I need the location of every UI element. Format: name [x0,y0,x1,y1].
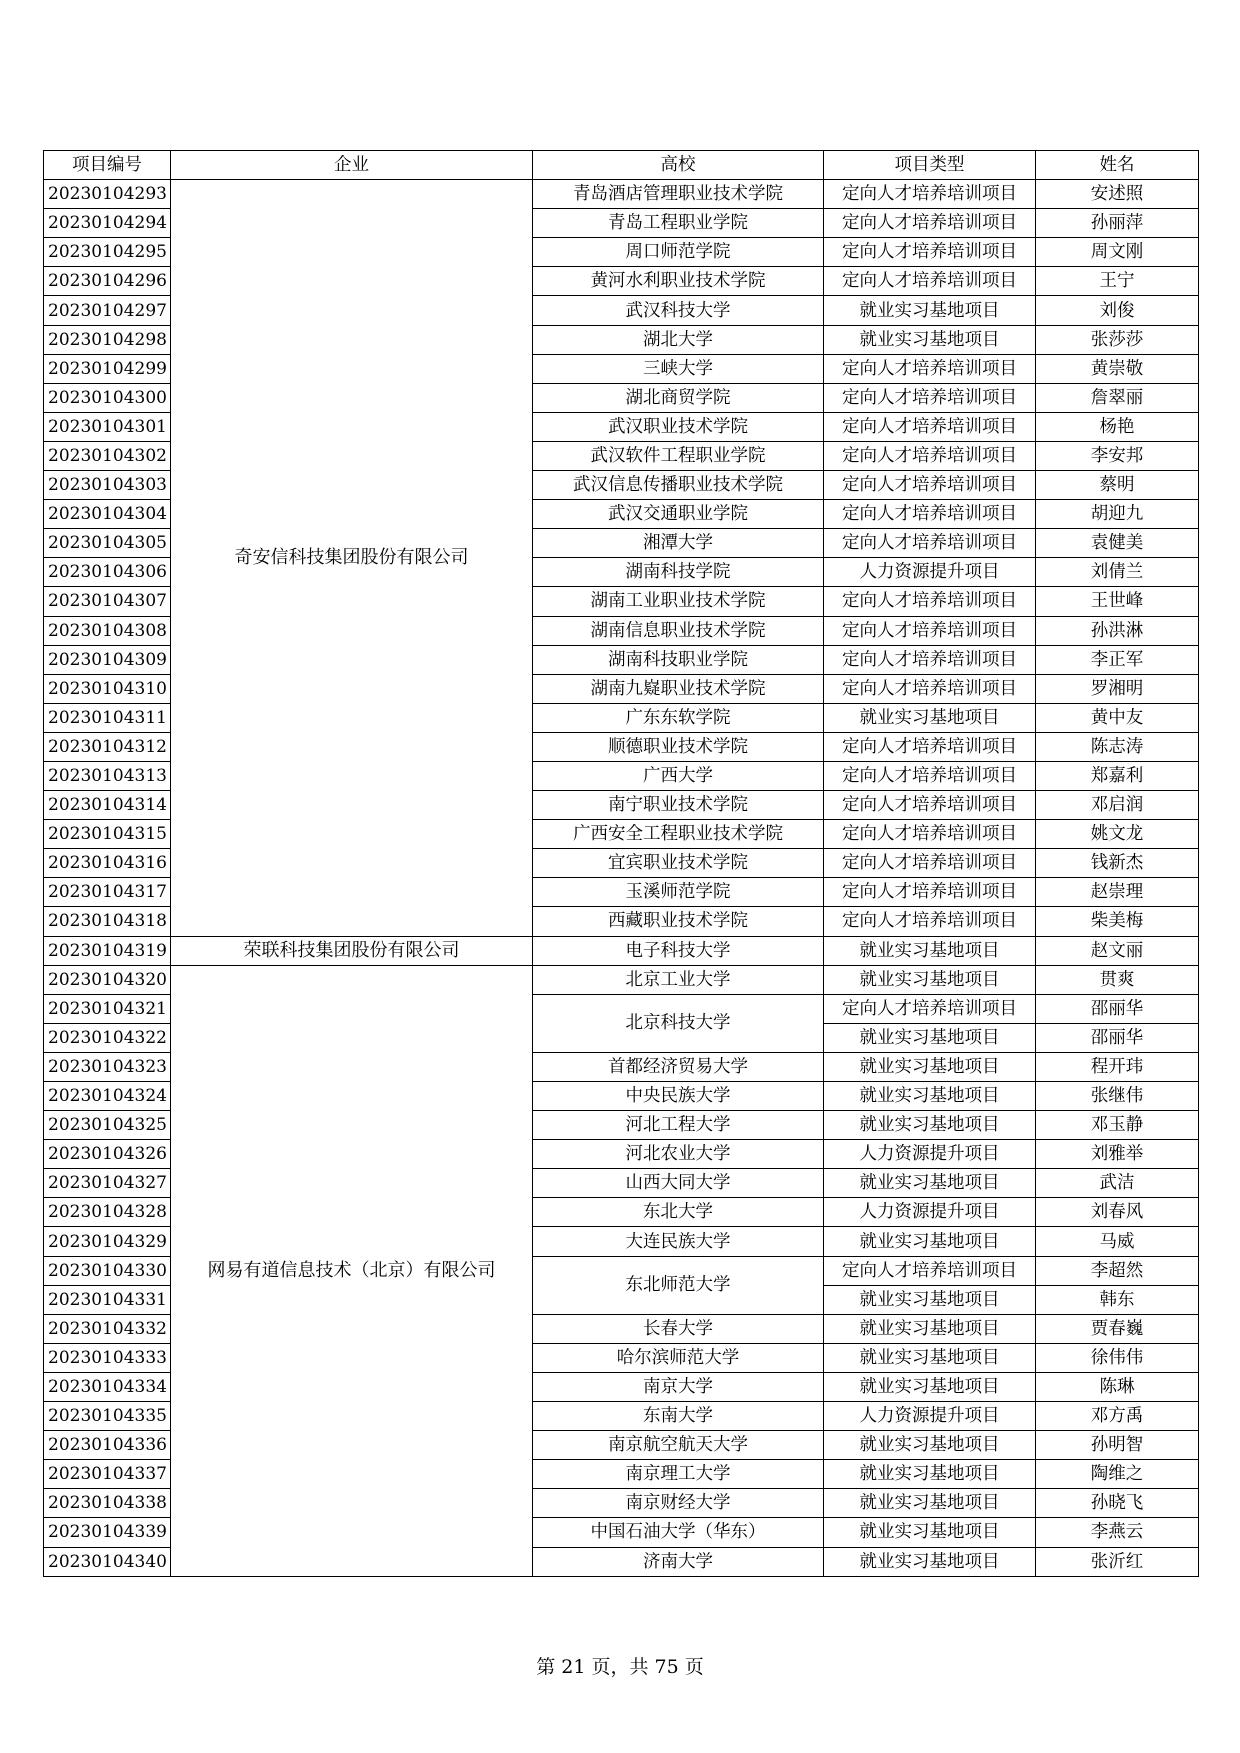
person-name-cell: 邵丽华 [1036,1023,1199,1052]
project-id-cell: 20230104313 [44,761,171,790]
person-name-cell: 钱新杰 [1036,849,1199,878]
project-type-cell: 就业实习基地项目 [824,1227,1036,1256]
person-name-cell: 陈志涛 [1036,732,1199,761]
school-cell: 湖南科技职业学院 [533,645,824,674]
table-row [44,180,1199,209]
school-cell: 南京航空航天大学 [533,1431,824,1460]
project-id-cell: 20230104327 [44,1169,171,1198]
project-type-cell: 定向人才培养培训项目 [824,529,1036,558]
project-id-cell: 20230104298 [44,325,171,354]
school-cell: 中国石油大学（华东） [533,1518,824,1547]
school-cell: 南京理工大学 [533,1460,824,1489]
person-name-cell: 赵文丽 [1036,936,1199,965]
project-id-cell: 20230104293 [44,180,171,209]
school-cell: 湖北大学 [533,325,824,354]
project-id-cell: 20230104294 [44,209,171,238]
person-name-cell: 王世峰 [1036,587,1199,616]
person-name-cell: 袁健美 [1036,529,1199,558]
project-type-cell: 人力资源提升项目 [824,1402,1036,1431]
person-name-cell: 刘俊 [1036,296,1199,325]
project-id-cell: 20230104339 [44,1518,171,1547]
person-name-cell: 黄中友 [1036,703,1199,732]
project-id-cell: 20230104310 [44,674,171,703]
school-cell: 青岛酒店管理职业技术学院 [533,180,824,209]
person-name-cell: 刘春风 [1036,1198,1199,1227]
project-id-cell: 20230104331 [44,1285,171,1314]
school-cell: 湖南信息职业技术学院 [533,616,824,645]
school-cell: 广西安全工程职业技术学院 [533,820,824,849]
person-name-cell: 杨艳 [1036,412,1199,441]
project-id-cell: 20230104321 [44,994,171,1023]
project-id-cell: 20230104305 [44,529,171,558]
school-cell: 周口师范学院 [533,238,824,267]
project-type-cell: 就业实习基地项目 [824,325,1036,354]
project-id-cell: 20230104301 [44,412,171,441]
person-name-cell: 韩东 [1036,1285,1199,1314]
school-cell: 玉溪师范学院 [533,878,824,907]
school-cell: 湖南工业职业技术学院 [533,587,824,616]
person-name-cell: 贯爽 [1036,965,1199,994]
school-cell: 河北农业大学 [533,1140,824,1169]
project-type-cell: 就业实习基地项目 [824,703,1036,732]
project-id-cell: 20230104311 [44,703,171,732]
project-type-cell: 定向人才培养培训项目 [824,674,1036,703]
project-type-cell: 定向人才培养培训项目 [824,238,1036,267]
project-id-cell: 20230104297 [44,296,171,325]
project-type-cell: 就业实习基地项目 [824,1052,1036,1081]
school-cell: 黄河水利职业技术学院 [533,267,824,296]
project-type-cell: 定向人才培养培训项目 [824,994,1036,1023]
project-type-cell: 定向人才培养培训项目 [824,180,1036,209]
person-name-cell: 王宁 [1036,267,1199,296]
table-row [44,936,1199,965]
project-id-cell: 20230104306 [44,558,171,587]
project-id-cell: 20230104322 [44,1023,171,1052]
project-id-cell: 20230104308 [44,616,171,645]
project-type-cell: 定向人才培养培训项目 [824,267,1036,296]
project-type-cell: 就业实习基地项目 [824,1372,1036,1401]
project-type-cell: 定向人才培养培训项目 [824,471,1036,500]
project-id-cell: 20230104335 [44,1402,171,1431]
project-id-cell: 20230104319 [44,936,171,965]
project-id-cell: 20230104295 [44,238,171,267]
person-name-cell: 徐伟伟 [1036,1343,1199,1372]
school-cell: 湖南科技学院 [533,558,824,587]
project-id-cell: 20230104337 [44,1460,171,1489]
school-cell: 山西大同大学 [533,1169,824,1198]
project-type-cell: 定向人才培养培训项目 [824,383,1036,412]
project-id-cell: 20230104312 [44,732,171,761]
person-name-cell: 姚文龙 [1036,820,1199,849]
school-cell: 武汉交通职业学院 [533,500,824,529]
project-type-cell: 定向人才培养培训项目 [824,849,1036,878]
project-id-cell: 20230104317 [44,878,171,907]
project-id-cell: 20230104330 [44,1256,171,1285]
person-name-cell: 赵崇理 [1036,878,1199,907]
person-name-cell: 武洁 [1036,1169,1199,1198]
project-id-cell: 20230104307 [44,587,171,616]
project-type-cell: 定向人才培养培训项目 [824,907,1036,936]
project-type-cell: 就业实习基地项目 [824,1460,1036,1489]
school-cell: 顺德职业技术学院 [533,732,824,761]
project-id-cell: 20230104318 [44,907,171,936]
project-id-cell: 20230104338 [44,1489,171,1518]
school-cell: 武汉软件工程职业学院 [533,441,824,470]
project-type-cell: 定向人才培养培训项目 [824,1256,1036,1285]
school-cell: 湘潭大学 [533,529,824,558]
header-project-type: 项目类型 [824,151,1036,180]
project-type-cell: 就业实习基地项目 [824,1111,1036,1140]
school-cell: 东南大学 [533,1402,824,1431]
school-cell: 西藏职业技术学院 [533,907,824,936]
project-type-cell: 定向人才培养培训项目 [824,412,1036,441]
school-cell: 南宁职业技术学院 [533,791,824,820]
school-cell: 长春大学 [533,1314,824,1343]
header-row [44,151,1199,180]
person-name-cell: 郑嘉利 [1036,761,1199,790]
school-cell: 青岛工程职业学院 [533,209,824,238]
person-name-cell: 刘倩兰 [1036,558,1199,587]
project-type-cell: 定向人才培养培训项目 [824,878,1036,907]
project-id-cell: 20230104302 [44,441,171,470]
project-type-cell: 就业实习基地项目 [824,1489,1036,1518]
project-id-cell: 20230104303 [44,471,171,500]
school-cell: 电子科技大学 [533,936,824,965]
project-type-cell: 就业实习基地项目 [824,1431,1036,1460]
header-school: 高校 [533,151,824,180]
project-type-cell: 就业实习基地项目 [824,1082,1036,1111]
table-row [44,965,1199,994]
person-name-cell: 贾春巍 [1036,1314,1199,1343]
project-id-cell: 20230104299 [44,354,171,383]
project-id-cell: 20230104325 [44,1111,171,1140]
school-cell: 北京科技大学 [533,994,824,1052]
project-type-cell: 定向人才培养培训项目 [824,645,1036,674]
project-type-cell: 定向人才培养培训项目 [824,209,1036,238]
school-cell: 河北工程大学 [533,1111,824,1140]
person-name-cell: 李安邦 [1036,441,1199,470]
person-name-cell: 马威 [1036,1227,1199,1256]
person-name-cell: 安述照 [1036,180,1199,209]
project-type-cell: 定向人才培养培训项目 [824,820,1036,849]
project-id-cell: 20230104336 [44,1431,171,1460]
person-name-cell: 蔡明 [1036,471,1199,500]
school-cell: 武汉职业技术学院 [533,412,824,441]
school-cell: 东北大学 [533,1198,824,1227]
person-name-cell: 邓玉静 [1036,1111,1199,1140]
school-cell: 湖北商贸学院 [533,383,824,412]
person-name-cell: 詹翠丽 [1036,383,1199,412]
person-name-cell: 张沂红 [1036,1547,1199,1576]
project-id-cell: 20230104320 [44,965,171,994]
project-id-cell: 20230104328 [44,1198,171,1227]
person-name-cell: 李燕云 [1036,1518,1199,1547]
project-type-cell: 就业实习基地项目 [824,965,1036,994]
project-type-cell: 就业实习基地项目 [824,1518,1036,1547]
person-name-cell: 邓方禹 [1036,1402,1199,1431]
project-id-cell: 20230104332 [44,1314,171,1343]
project-id-cell: 20230104324 [44,1082,171,1111]
school-cell: 广东东软学院 [533,703,824,732]
project-type-cell: 定向人才培养培训项目 [824,441,1036,470]
person-name-cell: 张莎莎 [1036,325,1199,354]
project-type-cell: 定向人才培养培训项目 [824,500,1036,529]
person-name-cell: 李超然 [1036,1256,1199,1285]
project-id-cell: 20230104333 [44,1343,171,1372]
school-cell: 宜宾职业技术学院 [533,849,824,878]
person-name-cell: 陈琳 [1036,1372,1199,1401]
project-id-cell: 20230104316 [44,849,171,878]
school-cell: 北京工业大学 [533,965,824,994]
company-cell: 荣联科技集团股份有限公司 [171,936,533,965]
school-cell: 湖南九嶷职业技术学院 [533,674,824,703]
project-id-cell: 20230104304 [44,500,171,529]
project-id-cell: 20230104314 [44,791,171,820]
person-name-cell: 张继伟 [1036,1082,1199,1111]
project-id-cell: 20230104329 [44,1227,171,1256]
school-cell: 广西大学 [533,761,824,790]
person-name-cell: 邓启润 [1036,791,1199,820]
project-type-cell: 定向人才培养培训项目 [824,761,1036,790]
project-id-cell: 20230104326 [44,1140,171,1169]
school-cell: 武汉科技大学 [533,296,824,325]
page-footer: 第 21 页，共 75 页 [536,1656,704,1678]
project-type-cell: 就业实习基地项目 [824,1343,1036,1372]
school-cell: 哈尔滨师范大学 [533,1343,824,1372]
person-name-cell: 李正军 [1036,645,1199,674]
header-name: 姓名 [1036,151,1199,180]
project-type-cell: 定向人才培养培训项目 [824,616,1036,645]
project-type-cell: 人力资源提升项目 [824,558,1036,587]
person-name-cell: 邵丽华 [1036,994,1199,1023]
school-cell: 东北师范大学 [533,1256,824,1314]
person-name-cell: 孙洪淋 [1036,616,1199,645]
header-company: 企业 [171,151,533,180]
project-type-cell: 定向人才培养培训项目 [824,354,1036,383]
project-type-cell: 就业实习基地项目 [824,1314,1036,1343]
person-name-cell: 黄崇敬 [1036,354,1199,383]
project-type-cell: 人力资源提升项目 [824,1198,1036,1227]
person-name-cell: 胡迎九 [1036,500,1199,529]
project-id-cell: 20230104340 [44,1547,171,1576]
person-name-cell: 陶维之 [1036,1460,1199,1489]
person-name-cell: 柴美梅 [1036,907,1199,936]
person-name-cell: 罗湘明 [1036,674,1199,703]
project-type-cell: 就业实习基地项目 [824,1285,1036,1314]
person-name-cell: 孙明智 [1036,1431,1199,1460]
project-type-cell: 人力资源提升项目 [824,1140,1036,1169]
person-name-cell: 周文刚 [1036,238,1199,267]
project-id-cell: 20230104300 [44,383,171,412]
company-cell: 奇安信科技集团股份有限公司 [171,180,533,936]
project-id-cell: 20230104309 [44,645,171,674]
project-type-cell: 就业实习基地项目 [824,296,1036,325]
person-name-cell: 孙晓飞 [1036,1489,1199,1518]
school-cell: 南京大学 [533,1372,824,1401]
school-cell: 大连民族大学 [533,1227,824,1256]
company-cell: 网易有道信息技术（北京）有限公司 [171,965,533,1576]
school-cell: 武汉信息传播职业技术学院 [533,471,824,500]
project-id-cell: 20230104296 [44,267,171,296]
project-type-cell: 就业实习基地项目 [824,1023,1036,1052]
person-name-cell: 刘雅举 [1036,1140,1199,1169]
school-cell: 中央民族大学 [533,1082,824,1111]
school-cell: 南京财经大学 [533,1489,824,1518]
person-name-cell: 孙丽萍 [1036,209,1199,238]
project-type-cell: 定向人才培养培训项目 [824,791,1036,820]
project-type-cell: 定向人才培养培训项目 [824,732,1036,761]
school-cell: 首都经济贸易大学 [533,1052,824,1081]
project-type-cell: 定向人才培养培训项目 [824,587,1036,616]
school-cell: 三峡大学 [533,354,824,383]
project-id-cell: 20230104315 [44,820,171,849]
header-project-id: 项目编号 [44,151,171,180]
project-type-cell: 就业实习基地项目 [824,1169,1036,1198]
project-table [43,150,1199,1577]
person-name-cell: 程开玮 [1036,1052,1199,1081]
project-type-cell: 就业实习基地项目 [824,1547,1036,1576]
project-id-cell: 20230104334 [44,1372,171,1401]
project-id-cell: 20230104323 [44,1052,171,1081]
project-type-cell: 就业实习基地项目 [824,936,1036,965]
school-cell: 济南大学 [533,1547,824,1576]
